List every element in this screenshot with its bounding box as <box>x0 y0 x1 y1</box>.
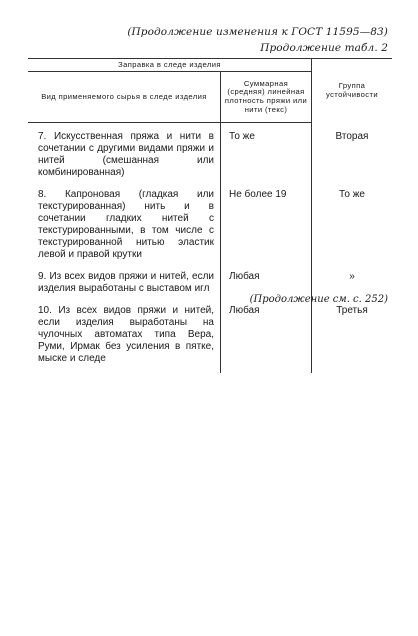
row-group: То же <box>339 189 365 200</box>
header-col-group: Группа устойчивости <box>325 81 379 99</box>
header-change-reference: (Продолжение изменения к ГОСТ 11595—83) <box>127 26 388 38</box>
row-material-text: 7. Искусственная пряжа и нити в сочетании с другими видами пряжи и нитей (смешанная или комбинированная) <box>28 123 221 190</box>
row-density: Не более 19 <box>221 189 312 271</box>
row-material-text: 10. Из всех видов пряжи и нитей, если изделия выработаны на чулочных автоматах типа Вера, Руми, Ирмак без усиления в пятке, мыске и следе <box>28 305 221 373</box>
header-col-density: Суммарная (средняя) линейная плотность пряжи или нити (текс) <box>221 72 312 123</box>
row-material-text: 9. Из всех видов пряжи и нитей, если изделия выработаны с выставом игл <box>28 271 221 305</box>
row-group: » <box>349 271 355 282</box>
header-table-continuation: Продолжение табл. 2 <box>260 42 388 54</box>
spec-table <box>28 58 392 373</box>
row-group: Вторая <box>335 130 369 142</box>
header-col-material: Вид применяемого сырья в следе изделия <box>28 72 221 123</box>
footer-continued-note: (Продолжение см. с. 252) <box>249 294 388 305</box>
row-density: То же <box>221 123 312 190</box>
row-density: Любая <box>221 271 312 305</box>
table-row <box>28 123 392 190</box>
table-row <box>28 189 392 271</box>
row-group: Третья <box>336 305 368 316</box>
row-density: Любая <box>221 305 312 373</box>
table-row <box>28 305 392 373</box>
row-material-text: 8. Капроновая (гладкая или текстурированная) нить и в сочетании гладких нитей с текстурированными, в том числе с текстурированной нитью эластик левой и правой крутки <box>28 189 221 271</box>
header-group-zapravka: Заправка в следе изделия <box>28 59 312 72</box>
